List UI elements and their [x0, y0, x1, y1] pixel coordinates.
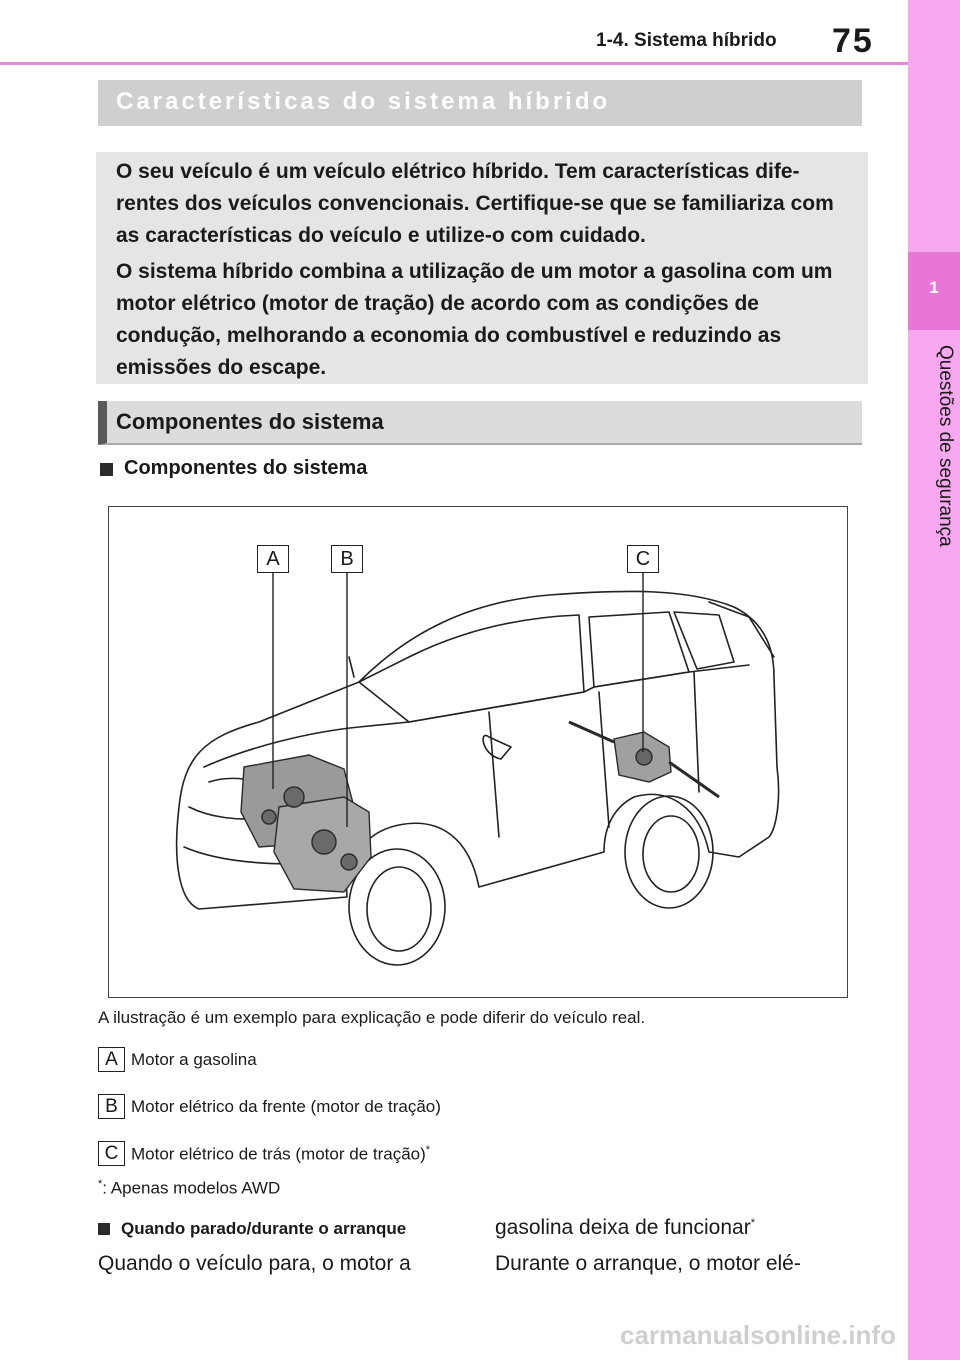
body-text-right-2: Durante o arranque, o motor elé-	[495, 1252, 801, 1275]
footnote-marker: *	[425, 1144, 431, 1156]
page-number: 75	[832, 22, 874, 60]
body-text-right-1	[495, 1216, 755, 1240]
footnote-marker-2: *	[750, 1217, 755, 1229]
header-divider	[0, 62, 908, 65]
vehicle-illustration	[108, 506, 848, 998]
legend-text-a: Motor a gasolina	[131, 1050, 257, 1069]
intro-paragraph-2: O sistema híbrido combina a utilização de um motor a gasolina com um motor elétrico (motor de tração) de acordo com as condições de condução, melhorando a economia do combustível e reduzindo as emissões do escape.	[116, 260, 833, 379]
illustration-caption: A ilustração é um exemplo para explicação e pode diferir do veículo real.	[98, 1008, 646, 1027]
legend-text-c	[131, 1144, 430, 1165]
subheading-stopped-starting: Quando parado/durante o arranque	[121, 1219, 407, 1238]
running-header-section: 1-4. Sistema híbrido	[596, 30, 777, 51]
callout-label-b: B	[331, 545, 363, 573]
chapter-side-strip	[908, 0, 960, 1360]
square-bullet-icon	[100, 463, 113, 476]
footnote	[98, 1178, 280, 1199]
suv-drawing	[109, 507, 849, 999]
square-bullet-icon-2	[98, 1223, 110, 1235]
chapter-title: Questões de segurança	[935, 345, 956, 547]
chapter-number: 1	[929, 278, 939, 297]
legend-text-b: Motor elétrico da frente (motor de tração)	[131, 1097, 441, 1116]
legend-key-c: C	[98, 1141, 125, 1166]
callout-label-c: C	[627, 545, 659, 573]
legend-key-b: B	[98, 1094, 125, 1119]
section-title-components: Componentes do sistema	[116, 409, 384, 434]
callout-label-a: A	[257, 545, 289, 573]
footnote-asterisk: *	[98, 1178, 103, 1190]
subheading-components: Componentes do sistema	[124, 457, 368, 479]
intro-paragraph-1: O seu veículo é um veículo elétrico híbrido. Tem características dife-rentes dos veículos convencionais. Certifique-se que se familiariza com as características do veículo e utilize-o com cuidado.	[116, 160, 834, 247]
body-text-right-1-label: gasolina deixa de funcionar	[495, 1216, 751, 1239]
legend-text-c-label: Motor elétrico de trás (motor de tração)	[131, 1144, 426, 1164]
body-text-left: Quando o veículo para, o motor a	[98, 1252, 411, 1275]
legend-key-a: A	[98, 1047, 125, 1072]
watermark: carmanualsonline.info	[620, 1320, 896, 1350]
footnote-text: : Apenas modelos AWD	[102, 1178, 281, 1198]
section-title-hybrid-features: Características do sistema híbrido	[116, 88, 611, 115]
